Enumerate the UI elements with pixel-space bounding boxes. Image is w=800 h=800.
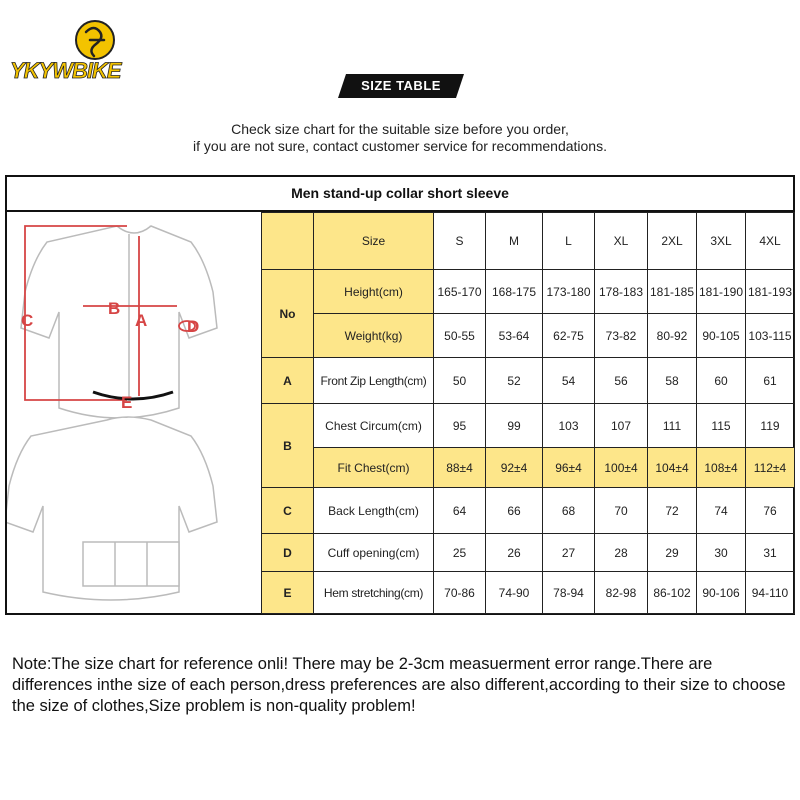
table-cell: 74 [697, 488, 746, 534]
table-cell: 112±4 [746, 448, 795, 488]
table-corner [262, 213, 314, 270]
table-cell: 82-98 [595, 572, 648, 614]
table-cell: 95 [434, 404, 486, 448]
table-row [262, 448, 795, 488]
table-cell: 88±4 [434, 448, 486, 488]
size-header-label: Size [314, 213, 434, 270]
table-cell: 29 [648, 534, 697, 572]
table-cell: 173-180 [543, 270, 595, 314]
size-table-banner-label: SIZE TABLE [361, 78, 441, 93]
table-cell: 181-190 [697, 270, 746, 314]
table-cell: 103-115 [746, 314, 795, 358]
row-group-no: No [262, 270, 314, 358]
table-cell: 100±4 [595, 448, 648, 488]
table-cell: 90-106 [697, 572, 746, 614]
jersey-diagram [7, 212, 261, 613]
table-cell: 115 [697, 404, 746, 448]
table-cell: 70 [595, 488, 648, 534]
table-cell: 27 [543, 534, 595, 572]
table-cell: 50-55 [434, 314, 486, 358]
size-col-3xl: 3XL [697, 213, 746, 270]
size-col-xl: XL [595, 213, 648, 270]
table-cell: 86-102 [648, 572, 697, 614]
table-row [262, 270, 795, 314]
row-label: Cuff opening(cm) [314, 534, 434, 572]
table-cell: 60 [697, 358, 746, 404]
row-group-e: E [262, 572, 314, 614]
table-cell: 96±4 [543, 448, 595, 488]
table-cell: 99 [486, 404, 543, 448]
row-group-c: C [262, 488, 314, 534]
table-cell: 168-175 [486, 270, 543, 314]
table-row [262, 314, 795, 358]
diagram-label-d: D [187, 317, 200, 336]
table-cell: 181-193 [746, 270, 795, 314]
row-label: Chest Circum(cm) [314, 404, 434, 448]
table-cell: 25 [434, 534, 486, 572]
brand-name: YKYWBIKE [10, 58, 121, 83]
row-label: Back Length(cm) [314, 488, 434, 534]
intro-line-1: Check size chart for the suitable size before you order, [231, 121, 569, 137]
table-cell: 66 [486, 488, 543, 534]
jersey-back-icon [7, 417, 217, 600]
table-cell: 108±4 [697, 448, 746, 488]
size-table [261, 212, 795, 614]
table-cell: 107 [595, 404, 648, 448]
table-cell: 61 [746, 358, 795, 404]
row-label: Weight(kg) [314, 314, 434, 358]
table-cell: 94-110 [746, 572, 795, 614]
diagram-label-a: A [135, 311, 148, 330]
row-label: Hem stretching(cm) [314, 572, 434, 614]
table-cell: 64 [434, 488, 486, 534]
table-cell: 90-105 [697, 314, 746, 358]
table-cell: 104±4 [648, 448, 697, 488]
table-cell: 53-64 [486, 314, 543, 358]
product-title: Men stand-up collar short sleeve [291, 185, 509, 201]
table-cell: 103 [543, 404, 595, 448]
table-cell: 26 [486, 534, 543, 572]
size-col-4xl: 4XL [746, 213, 795, 270]
disclaimer-note: Note:The size chart for reference onli! There may be 2-3cm measuerment error range.There are differences inthe size of each person,dress preferences are also different,according to their size to choose the size of clothes,Size problem is non-quality problem! [12, 655, 786, 715]
row-group-a: A [262, 358, 314, 404]
table-cell: 119 [746, 404, 795, 448]
row-label: Height(cm) [314, 270, 434, 314]
diagram-label-c: C [21, 311, 34, 330]
table-cell: 165-170 [434, 270, 486, 314]
table-cell: 62-75 [543, 314, 595, 358]
table-cell: 78-94 [543, 572, 595, 614]
table-cell: 50 [434, 358, 486, 404]
table-cell: 30 [697, 534, 746, 572]
table-cell: 178-183 [595, 270, 648, 314]
table-cell: 181-185 [648, 270, 697, 314]
table-cell: 54 [543, 358, 595, 404]
table-cell: 74-90 [486, 572, 543, 614]
diagram-label-b: B [108, 299, 121, 318]
diagram-label-e: E [121, 393, 133, 412]
table-cell: 52 [486, 358, 543, 404]
table-cell: 56 [595, 358, 648, 404]
size-col-l: L [543, 213, 595, 270]
size-col-s: S [434, 213, 486, 270]
row-group-d: D [262, 534, 314, 572]
row-label: Front Zip Length(cm) [314, 358, 434, 404]
table-cell: 70-86 [434, 572, 486, 614]
table-row [262, 358, 795, 404]
table-cell: 76 [746, 488, 795, 534]
table-cell: 111 [648, 404, 697, 448]
table-row [262, 534, 795, 572]
table-cell: 73-82 [595, 314, 648, 358]
size-col-2xl: 2XL [648, 213, 697, 270]
table-row [262, 572, 795, 614]
table-row [262, 488, 795, 534]
row-group-b: B [262, 404, 314, 488]
intro-line-2: if you are not sure, contact customer service for recommendations. [193, 138, 607, 154]
table-cell: 58 [648, 358, 697, 404]
table-cell: 68 [543, 488, 595, 534]
table-cell: 28 [595, 534, 648, 572]
size-col-m: M [486, 213, 543, 270]
table-cell: 92±4 [486, 448, 543, 488]
row-label: Fit Chest(cm) [314, 448, 434, 488]
table-cell: 31 [746, 534, 795, 572]
table-cell: 72 [648, 488, 697, 534]
table-row [262, 404, 795, 448]
table-cell: 80-92 [648, 314, 697, 358]
